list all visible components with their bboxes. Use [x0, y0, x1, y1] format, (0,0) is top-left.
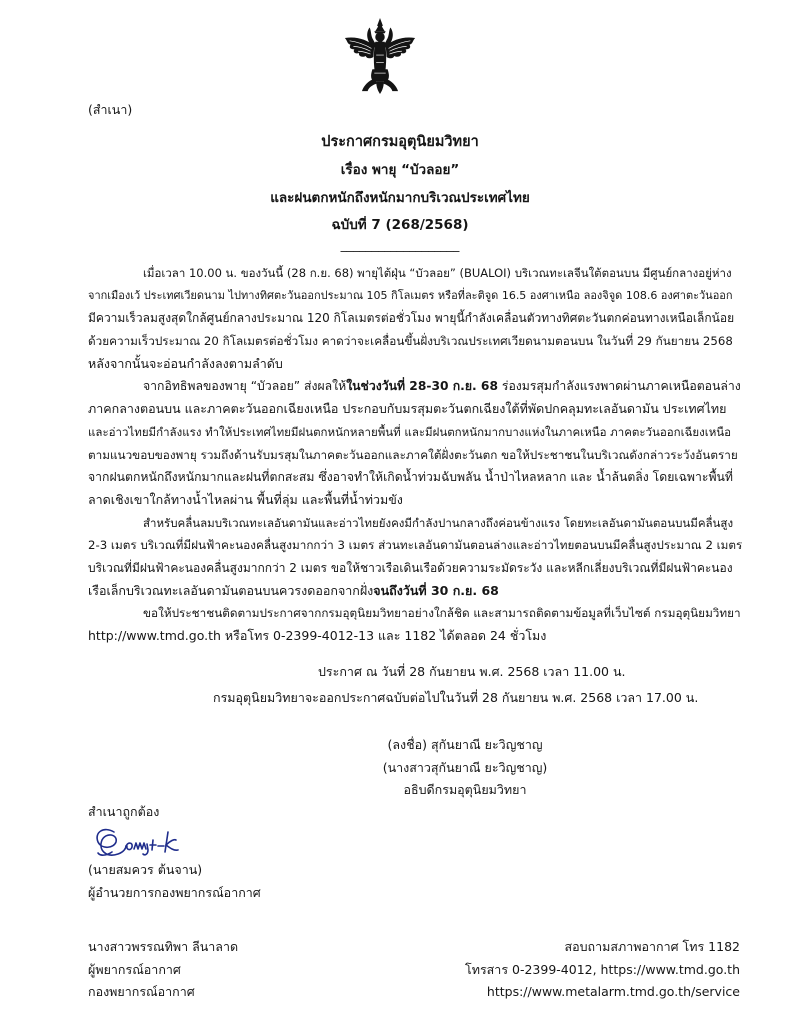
- paragraph-1-line: มีความเร็วลมสูงสุดใกล้ศูนย์กลางประมาณ 120 กิโลเมตรต่อชั่วโมง พายุนี้กำลังเคลื่อนตัวทางทิศตะวันตกค่อนทางเหนือเล็กน้อย: [88, 311, 735, 326]
- issued-datetime: ประกาศ ณ วันที่ 28 กันยายน พ.ศ. 2568 เวลา 11.00 น.: [318, 664, 626, 679]
- paragraph-3-line: [88, 580, 743, 603]
- paragraph-2-bold-dates: ในช่วงวันที่ 28-30 ก.ย. 68: [346, 379, 498, 394]
- garuda-emblem-icon: [342, 16, 418, 96]
- subject-detail-line: และฝนตกหนักถึงหนักมากบริเวณประเทศไทย: [270, 190, 530, 206]
- paragraph-4-line: ขอให้ประชาชนติดตามประกาศจากกรมอุตุนิยมวิทยาอย่างใกล้ชิด และสามารถติดตามข้อมูลที่เว็บไซต์ กรมอุตุนิยมวิทยา: [143, 606, 741, 621]
- paragraph-2-line: ลาดเชิงเขาใกล้ทางน้ำไหลผ่าน พื้นที่ลุ่ม และพื้นที่น้ำท่วมขัง: [88, 491, 403, 507]
- director-position: อธิบดีกรมอุตุนิยมวิทยา: [403, 782, 527, 797]
- paragraph-3-bold-date: จนถึงวันที่ 30 ก.ย. 68: [373, 582, 499, 598]
- paragraph-3-line: บริเวณที่มีฝนฟ้าคะนองคลื่นสูงมากกว่า 2 เมตร ขอให้ชาวเรือเดินเรือด้วยความระมัดระวัง และหลีกเลี่ยงบริเวณที่มีฝนฟ้าคะนอง: [88, 560, 733, 575]
- paragraph-4-line: http://www.tmd.go.th หรือโทร 0-2399-4012-13 และ 1182 ได้ตลอด 24 ชั่วโมง: [88, 628, 547, 643]
- certifier-name: (นายสมควร ต้นจาน): [88, 862, 203, 877]
- fax-and-website: โทรสาร 0-2399-4012, https://www.tmd.go.th: [465, 962, 740, 977]
- title-divider: ___________________: [340, 237, 460, 252]
- handwritten-signature-icon: [92, 818, 184, 864]
- paragraph-3-text: เรือเล็กบริเวณทะเลอันดามันตอนบนควรงดออกจากฝั่ง: [88, 582, 374, 598]
- page-title: ประกาศกรมอุตุนิยมวิทยา: [321, 134, 479, 150]
- copy-mark: (สำเนา): [88, 102, 133, 117]
- paragraph-2-line: ภาคกลางตอนบน และภาคตะวันออกเฉียงเหนือ ประกอบกับมรสุมตะวันตกเฉียงใต้ที่พัดปกคลุมทะเลอันดามัน ประเทศไทย: [88, 401, 727, 417]
- paragraph-2-line: และอ่าวไทยมีกำลังแรง ทำให้ประเทศไทยมีฝนตกหนักหลายพื้นที่ และมีฝนตกหนักมากบางแห่งในภาคเหนือ ภาคตะวันออกเฉียงเหนือ: [88, 424, 732, 439]
- subject-line: เรื่อง พายุ “บัวลอย”: [340, 162, 460, 178]
- forecaster-title: ผู้พยากรณ์อากาศ: [88, 962, 181, 977]
- paragraph-1-line: ด้วยความเร็วประมาณ 20 กิโลเมตรต่อชั่วโมง คาดว่าจะเคลื่อนขึ้นฝั่งบริเวณประเทศเวียดนามตอนบน ในวันที่ 29 กันยายน 2568: [88, 334, 733, 349]
- paragraph-1-line: เมื่อเวลา 10.00 น. ของวันนี้ (28 ก.ย. 68) พายุไต้ฝุ่น “บัวลอย” (BUALOI) บริเวณทะเลจีนใต้ตอนบน มีศูนย์กลางอยู่ห่าง: [143, 266, 732, 280]
- issue-number: ฉบับที่ 7 (268/2568): [331, 217, 469, 233]
- paragraph-2-text: ร่องมรสุมกำลังแรงพาดผ่านภาคเหนือตอนล่าง: [497, 379, 741, 394]
- paragraph-2-text: จากอิทธิพลของพายุ “บัวลอย” ส่งผลให้: [143, 379, 347, 394]
- announcement-body: [88, 262, 743, 648]
- paragraph-1-line: หลังจากนั้นจะอ่อนกำลังลงตามลำดับ: [88, 355, 283, 371]
- next-issue-notice: กรมอุตุนิยมวิทยาจะออกประกาศฉบับต่อไปในวันที่ 28 กันยายน พ.ศ. 2568 เวลา 17.00 น.: [213, 690, 699, 705]
- forecaster-division: กองพยากรณ์อากาศ: [88, 984, 195, 999]
- certifier-position: ผู้อำนวยการกองพยากรณ์อากาศ: [88, 885, 261, 900]
- alarm-service-url: https://www.metalarm.tmd.go.th/service: [486, 984, 740, 999]
- paragraph-2-line: จากฝนตกหนักถึงหนักมากและฝนที่ตกสะสม ซึ่งอาจทำให้เกิดน้ำท่วมฉับพลัน น้ำป่าไหลหลาก และ น้ำล้นตลิ่ง โดยเฉพาะพื้นที่: [88, 470, 733, 485]
- director-name: (นางสาวสุกันยาณี ยะวิญชาญ): [382, 760, 548, 775]
- paragraph-3-line: 2-3 เมตร บริเวณที่มีฝนฟ้าคะนองคลื่นสูงมากกว่า 3 เมตร ส่วนทะเลอันดามันตอนล่างและอ่าวไทยตอนบนมีคลื่นสูงประมาณ 2 เมตร: [88, 538, 743, 553]
- director-signed-line: (ลงชื่อ) สุกันยาณี ยะวิญชาญ: [387, 737, 543, 752]
- paragraph-2-line: ตามแนวขอบของพายุ รวมถึงด้านรับมรสุมในภาคตะวันออกและภาคใต้ฝั่งตะวันตก ขอให้ประชาชนในบริเวณดังกล่าวระวังอันตราย: [88, 447, 738, 462]
- weather-hotline: สอบถามสภาพอากาศ โทร 1182: [564, 939, 740, 954]
- paragraph-1-line: จากเมืองเว้ ประเทศเวียดนาม ไปทางทิศตะวันออกประมาณ 105 กิโลเมตร หรือที่ละติจูด 16.5 องศาเหนือ ลองจิจูด 108.6 องศาตะวันออก: [88, 288, 733, 302]
- paragraph-2-line: [88, 375, 743, 398]
- paragraph-3-line: สำหรับคลื่นลมบริเวณทะเลอันดามันและอ่าวไทยยังคงมีกำลังปานกลางถึงค่อนข้างแรง โดยทะเลอันดามันตอนบนมีคลื่นสูง: [143, 515, 734, 530]
- certified-copy-label: สำเนาถูกต้อง: [88, 804, 160, 819]
- forecaster-name: นางสาวพรรณทิพา ลีนาลาด: [88, 939, 239, 954]
